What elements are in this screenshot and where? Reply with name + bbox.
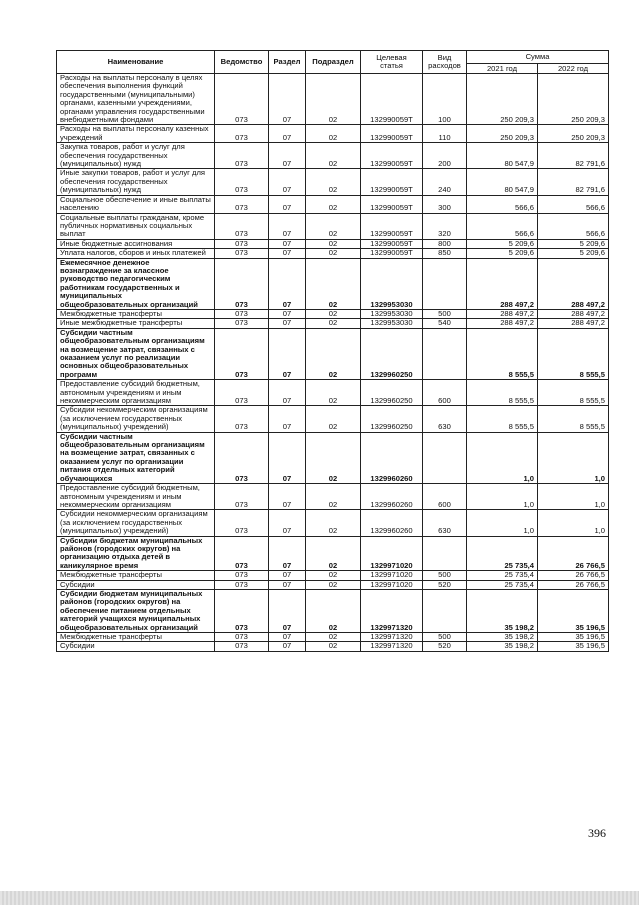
cell-podrazdel: 02 xyxy=(306,406,361,432)
cell-razdel: 07 xyxy=(269,328,306,379)
cell-razdel: 07 xyxy=(269,510,306,536)
cell-podrazdel: 02 xyxy=(306,309,361,318)
cell-target-article: 132990059Т xyxy=(361,239,423,248)
cell-sum-2022: 1,0 xyxy=(538,510,609,536)
cell-vedomstvo: 073 xyxy=(215,380,269,406)
cell-name: Иные межбюджетные трансферты xyxy=(57,319,215,328)
cell-name: Расходы на выплаты персоналу казенных учреждений xyxy=(57,125,215,143)
cell-expense-type xyxy=(423,328,467,379)
header-target-article: Целевая статья xyxy=(361,51,423,74)
cell-target-article: 1329960260 xyxy=(361,510,423,536)
cell-expense-type: 600 xyxy=(423,484,467,510)
table-row xyxy=(57,432,609,483)
cell-sum-2022: 82 791,6 xyxy=(538,143,609,169)
cell-podrazdel: 02 xyxy=(306,328,361,379)
cell-sum-2022: 250 209,3 xyxy=(538,74,609,125)
cell-sum-2022: 8 555,5 xyxy=(538,328,609,379)
cell-sum-2021: 566,6 xyxy=(467,213,538,239)
cell-podrazdel: 02 xyxy=(306,143,361,169)
cell-podrazdel: 02 xyxy=(306,239,361,248)
cell-razdel: 07 xyxy=(269,143,306,169)
cell-name: Субсидии некоммерческим организациям (за исключением государственных (муниципальных) учреждений) xyxy=(57,510,215,536)
cell-sum-2022: 566,6 xyxy=(538,213,609,239)
cell-vedomstvo: 073 xyxy=(215,589,269,632)
cell-target-article: 1329960250 xyxy=(361,328,423,379)
cell-sum-2021: 566,6 xyxy=(467,195,538,213)
cell-sum-2021: 288 497,2 xyxy=(467,258,538,309)
cell-sum-2021: 25 735,4 xyxy=(467,580,538,589)
cell-expense-type: 100 xyxy=(423,74,467,125)
cell-sum-2022: 288 497,2 xyxy=(538,309,609,318)
table-row xyxy=(57,319,609,328)
cell-sum-2022: 288 497,2 xyxy=(538,258,609,309)
cell-sum-2021: 5 209,6 xyxy=(467,249,538,258)
cell-target-article: 132990059Т xyxy=(361,213,423,239)
cell-podrazdel: 02 xyxy=(306,571,361,580)
cell-sum-2022: 35 196,5 xyxy=(538,589,609,632)
header-razdel: Раздел xyxy=(269,51,306,74)
cell-razdel: 07 xyxy=(269,239,306,248)
cell-vedomstvo: 073 xyxy=(215,484,269,510)
cell-name: Социальные выплаты гражданам, кроме публичных нормативных социальных выплат xyxy=(57,213,215,239)
cell-razdel: 07 xyxy=(269,258,306,309)
cell-name: Закупка товаров, работ и услуг для обеспечения государственных (муниципальных) нужд xyxy=(57,143,215,169)
cell-expense-type: 500 xyxy=(423,633,467,642)
cell-sum-2022: 8 555,5 xyxy=(538,380,609,406)
cell-sum-2021: 1,0 xyxy=(467,510,538,536)
cell-sum-2022: 288 497,2 xyxy=(538,319,609,328)
cell-sum-2021: 80 547,9 xyxy=(467,169,538,195)
cell-sum-2021: 35 198,2 xyxy=(467,642,538,651)
cell-expense-type xyxy=(423,432,467,483)
table-row xyxy=(57,249,609,258)
cell-name: Иные бюджетные ассигнования xyxy=(57,239,215,248)
cell-sum-2022: 35 196,5 xyxy=(538,642,609,651)
cell-vedomstvo: 073 xyxy=(215,239,269,248)
cell-name: Социальное обеспечение и иные выплаты населению xyxy=(57,195,215,213)
cell-razdel: 07 xyxy=(269,589,306,632)
cell-razdel: 07 xyxy=(269,213,306,239)
cell-razdel: 07 xyxy=(269,125,306,143)
cell-name: Иные закупки товаров, работ и услуг для обеспечения государственных (муниципальных) нужд xyxy=(57,169,215,195)
cell-sum-2021: 288 497,2 xyxy=(467,319,538,328)
cell-razdel: 07 xyxy=(269,249,306,258)
cell-expense-type: 300 xyxy=(423,195,467,213)
header-year-2021: 2021 год xyxy=(467,64,538,74)
cell-name: Межбюджетные трансферты xyxy=(57,309,215,318)
cell-expense-type: 520 xyxy=(423,580,467,589)
cell-target-article: 1329953030 xyxy=(361,319,423,328)
table-row xyxy=(57,589,609,632)
table-row xyxy=(57,536,609,571)
table-row xyxy=(57,258,609,309)
cell-sum-2022: 35 196,5 xyxy=(538,633,609,642)
cell-podrazdel: 02 xyxy=(306,258,361,309)
cell-name: Межбюджетные трансферты xyxy=(57,571,215,580)
cell-vedomstvo: 073 xyxy=(215,580,269,589)
cell-name: Уплата налогов, сборов и иных платежей xyxy=(57,249,215,258)
cell-target-article: 1329960250 xyxy=(361,406,423,432)
cell-podrazdel: 02 xyxy=(306,432,361,483)
cell-vedomstvo: 073 xyxy=(215,309,269,318)
cell-name: Межбюджетные трансферты xyxy=(57,633,215,642)
cell-vedomstvo: 073 xyxy=(215,406,269,432)
cell-razdel: 07 xyxy=(269,536,306,571)
cell-sum-2021: 1,0 xyxy=(467,432,538,483)
cell-razdel: 07 xyxy=(269,309,306,318)
cell-expense-type: 630 xyxy=(423,510,467,536)
cell-podrazdel: 02 xyxy=(306,580,361,589)
cell-target-article: 1329960250 xyxy=(361,380,423,406)
cell-podrazdel: 02 xyxy=(306,195,361,213)
cell-vedomstvo: 073 xyxy=(215,213,269,239)
cell-target-article: 1329971020 xyxy=(361,580,423,589)
cell-sum-2021: 8 555,5 xyxy=(467,406,538,432)
cell-vedomstvo: 073 xyxy=(215,642,269,651)
cell-target-article: 132990059Т xyxy=(361,195,423,213)
cell-podrazdel: 02 xyxy=(306,642,361,651)
cell-target-article: 1329953030 xyxy=(361,258,423,309)
cell-target-article: 132990059Т xyxy=(361,143,423,169)
cell-name: Ежемесячное денежное вознаграждение за классное руководство педагогическим работникам государственных и муниципальных общеобразовательных организаций xyxy=(57,258,215,309)
cell-expense-type: 540 xyxy=(423,319,467,328)
cell-podrazdel: 02 xyxy=(306,536,361,571)
cell-target-article: 1329971320 xyxy=(361,589,423,632)
cell-name: Субсидии частным общеобразовательным организациям на возмещение затрат, связанных с оказанием услуг по реализации основных общеобразовательных программ xyxy=(57,328,215,379)
cell-vedomstvo: 073 xyxy=(215,432,269,483)
cell-razdel: 07 xyxy=(269,580,306,589)
cell-target-article: 1329953030 xyxy=(361,309,423,318)
cell-sum-2022: 26 766,5 xyxy=(538,536,609,571)
cell-sum-2021: 80 547,9 xyxy=(467,143,538,169)
cell-razdel: 07 xyxy=(269,169,306,195)
cell-expense-type xyxy=(423,589,467,632)
budget-table xyxy=(56,50,609,652)
cell-sum-2021: 1,0 xyxy=(467,484,538,510)
cell-podrazdel: 02 xyxy=(306,169,361,195)
cell-sum-2022: 1,0 xyxy=(538,432,609,483)
cell-vedomstvo: 073 xyxy=(215,169,269,195)
cell-podrazdel: 02 xyxy=(306,484,361,510)
cell-podrazdel: 02 xyxy=(306,319,361,328)
cell-razdel: 07 xyxy=(269,633,306,642)
cell-sum-2022: 82 791,6 xyxy=(538,169,609,195)
cell-razdel: 07 xyxy=(269,432,306,483)
cell-sum-2021: 8 555,5 xyxy=(467,328,538,379)
cell-target-article: 132990059Т xyxy=(361,249,423,258)
cell-sum-2021: 250 209,3 xyxy=(467,125,538,143)
table-row xyxy=(57,125,609,143)
table-row xyxy=(57,406,609,432)
cell-target-article: 132990059Т xyxy=(361,169,423,195)
cell-vedomstvo: 073 xyxy=(215,328,269,379)
cell-name: Субсидии бюджетам муниципальных районов (городских округов) на обеспечение питанием отдельных категорий учащихся муниципальных общеобразовательных организаций xyxy=(57,589,215,632)
cell-sum-2021: 288 497,2 xyxy=(467,309,538,318)
cell-vedomstvo: 073 xyxy=(215,74,269,125)
cell-podrazdel: 02 xyxy=(306,74,361,125)
cell-vedomstvo: 073 xyxy=(215,249,269,258)
cell-podrazdel: 02 xyxy=(306,633,361,642)
cell-expense-type: 520 xyxy=(423,642,467,651)
table-row xyxy=(57,213,609,239)
header-name: Наименование xyxy=(57,51,215,74)
table-row xyxy=(57,380,609,406)
header-vedomstvo: Ведомство xyxy=(215,51,269,74)
header-podrazdel: Подраздел xyxy=(306,51,361,74)
table-row xyxy=(57,580,609,589)
cell-expense-type: 240 xyxy=(423,169,467,195)
table-row xyxy=(57,510,609,536)
cell-sum-2021: 5 209,6 xyxy=(467,239,538,248)
cell-name: Субсидии бюджетам муниципальных районов (городских округов) на организацию отдыха детей в каникулярное время xyxy=(57,536,215,571)
cell-name: Предоставление субсидий бюджетным, автономным учреждениям и иным некоммерческим организациям xyxy=(57,380,215,406)
cell-podrazdel: 02 xyxy=(306,125,361,143)
cell-vedomstvo: 073 xyxy=(215,633,269,642)
cell-sum-2021: 35 198,2 xyxy=(467,589,538,632)
cell-vedomstvo: 073 xyxy=(215,571,269,580)
table-row xyxy=(57,571,609,580)
cell-sum-2021: 25 735,4 xyxy=(467,536,538,571)
table-row xyxy=(57,328,609,379)
cell-vedomstvo: 073 xyxy=(215,319,269,328)
table-row xyxy=(57,195,609,213)
cell-expense-type xyxy=(423,536,467,571)
cell-podrazdel: 02 xyxy=(306,589,361,632)
cell-name: Расходы на выплаты персоналу в целях обеспечения выполнения функций государственными (муниципальными) органами, казенными учреждениями, органами управления государственными внебюджетными фондами xyxy=(57,74,215,125)
header-year-2022: 2022 год xyxy=(538,64,609,74)
cell-vedomstvo: 073 xyxy=(215,195,269,213)
cell-razdel: 07 xyxy=(269,484,306,510)
cell-target-article: 1329971020 xyxy=(361,571,423,580)
cell-expense-type: 110 xyxy=(423,125,467,143)
cell-expense-type: 630 xyxy=(423,406,467,432)
cell-sum-2021: 250 209,3 xyxy=(467,74,538,125)
cell-razdel: 07 xyxy=(269,406,306,432)
cell-target-article: 132990059Т xyxy=(361,74,423,125)
cell-target-article: 1329971020 xyxy=(361,536,423,571)
table-row xyxy=(57,239,609,248)
cell-sum-2022: 26 766,5 xyxy=(538,580,609,589)
cell-expense-type: 850 xyxy=(423,249,467,258)
cell-razdel: 07 xyxy=(269,319,306,328)
cell-name: Субсидии xyxy=(57,642,215,651)
cell-name: Субсидии xyxy=(57,580,215,589)
scan-footer-band xyxy=(0,891,639,905)
cell-razdel: 07 xyxy=(269,571,306,580)
cell-expense-type: 200 xyxy=(423,143,467,169)
cell-vedomstvo: 073 xyxy=(215,258,269,309)
header-expense-type: Вид расходов xyxy=(423,51,467,74)
cell-sum-2021: 25 735,4 xyxy=(467,571,538,580)
cell-name: Субсидии некоммерческим организациям (за исключением государственных (муниципальных) учреждений) xyxy=(57,406,215,432)
cell-sum-2022: 250 209,3 xyxy=(538,125,609,143)
cell-razdel: 07 xyxy=(269,380,306,406)
cell-podrazdel: 02 xyxy=(306,249,361,258)
cell-sum-2022: 5 209,6 xyxy=(538,249,609,258)
cell-expense-type: 500 xyxy=(423,571,467,580)
table-row xyxy=(57,143,609,169)
cell-sum-2021: 35 198,2 xyxy=(467,633,538,642)
table-row xyxy=(57,642,609,651)
cell-vedomstvo: 073 xyxy=(215,143,269,169)
page-number: 396 xyxy=(588,826,606,840)
cell-sum-2022: 566,6 xyxy=(538,195,609,213)
table-body xyxy=(57,74,609,652)
cell-vedomstvo: 073 xyxy=(215,125,269,143)
cell-podrazdel: 02 xyxy=(306,213,361,239)
cell-name: Субсидии частным общеобразовательным организациям на возмещение затрат, связанных с оказанием услуг по организации питания отдельных категорий обучающихся xyxy=(57,432,215,483)
cell-razdel: 07 xyxy=(269,642,306,651)
cell-name: Предоставление субсидий бюджетным, автономным учреждениям и иным некоммерческим организациям xyxy=(57,484,215,510)
cell-podrazdel: 02 xyxy=(306,510,361,536)
table-row xyxy=(57,633,609,642)
cell-target-article: 1329971320 xyxy=(361,633,423,642)
cell-expense-type: 800 xyxy=(423,239,467,248)
cell-razdel: 07 xyxy=(269,74,306,125)
cell-sum-2021: 8 555,5 xyxy=(467,380,538,406)
cell-target-article: 1329960260 xyxy=(361,484,423,510)
cell-razdel: 07 xyxy=(269,195,306,213)
table-row xyxy=(57,74,609,125)
cell-vedomstvo: 073 xyxy=(215,536,269,571)
table-row xyxy=(57,484,609,510)
cell-target-article: 132990059Т xyxy=(361,125,423,143)
cell-vedomstvo: 073 xyxy=(215,510,269,536)
cell-target-article: 1329960260 xyxy=(361,432,423,483)
cell-expense-type: 500 xyxy=(423,309,467,318)
cell-sum-2022: 1,0 xyxy=(538,484,609,510)
cell-expense-type xyxy=(423,258,467,309)
table-row xyxy=(57,309,609,318)
cell-expense-type: 600 xyxy=(423,380,467,406)
table-row xyxy=(57,169,609,195)
cell-sum-2022: 5 209,6 xyxy=(538,239,609,248)
cell-sum-2022: 26 766,5 xyxy=(538,571,609,580)
cell-target-article: 1329971320 xyxy=(361,642,423,651)
cell-podrazdel: 02 xyxy=(306,380,361,406)
cell-sum-2022: 8 555,5 xyxy=(538,406,609,432)
header-sum: Сумма xyxy=(467,51,609,64)
cell-expense-type: 320 xyxy=(423,213,467,239)
